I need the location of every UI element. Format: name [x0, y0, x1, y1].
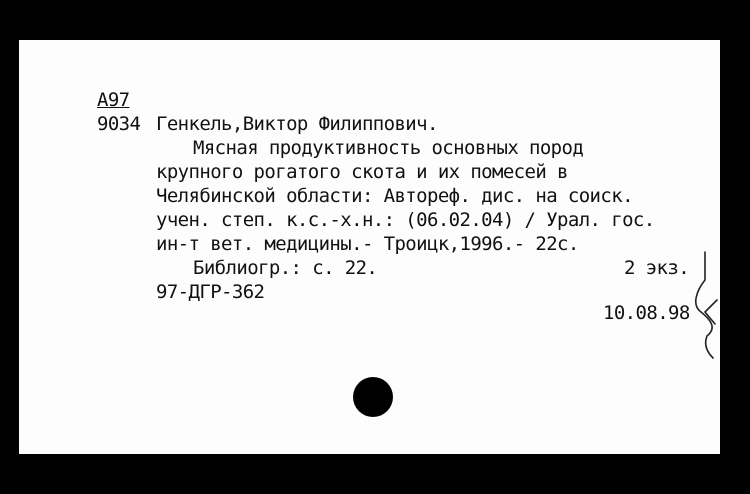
copies-count: 2 экз. [624, 257, 690, 279]
title-line: Мясная продуктивность основных пород [193, 137, 584, 159]
title-line: крупного рогатого скота и их помесей в [156, 161, 568, 183]
bibliography-note: Библиогр.: с. 22. [193, 257, 378, 279]
entry-number: 9034 [97, 113, 141, 135]
title-line: учен. степ. к.с.-х.н.: (06.02.04) / Урал. гос. [156, 209, 655, 231]
author-heading: Генкель,Виктор Филиппович. [156, 113, 438, 135]
catalog-card [19, 40, 720, 454]
call-number: А97 [97, 89, 130, 111]
date-stamp: 10.08.98 [603, 302, 690, 324]
title-line: Челябинской области: Автореф. дис. на соиск. [156, 185, 633, 207]
inventory-number: 97-ДГР-362 [156, 281, 265, 303]
pen-mark-scribble [687, 250, 723, 360]
card-punch-hole [353, 377, 393, 417]
title-line: ин-т вет. медицины.- Троицк,1996.- 22с. [156, 233, 579, 255]
